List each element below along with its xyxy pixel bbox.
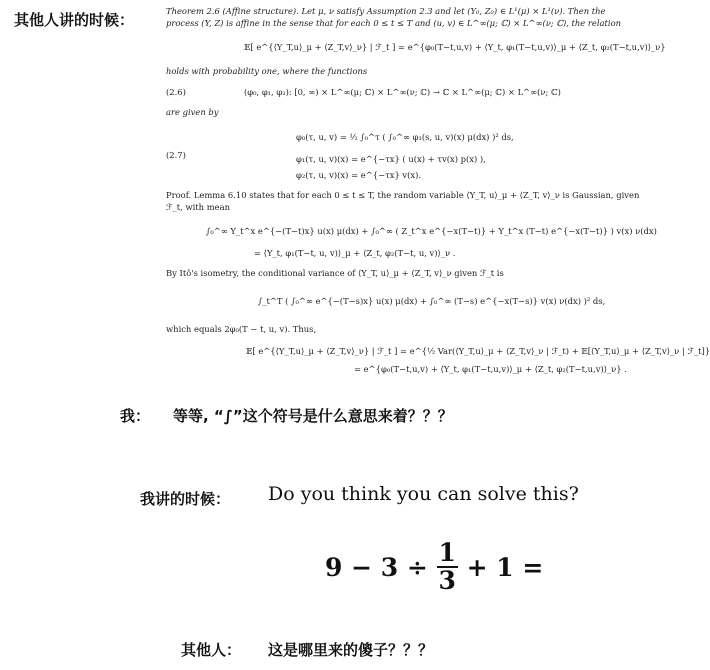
paper-equation-26: (φ₀, φ₁, φ₂): [0, ∞) × L^∞(μ; ℂ) × L^∞(ν; ℂ) → ℂ × L^∞(μ; ℂ) × L^∞(ν; ℂ) (244, 87, 561, 97)
math-fraction-denominator: 3 (438, 566, 456, 596)
question-text: Do you think you can solve this? (268, 483, 579, 505)
math-fraction (437, 540, 458, 595)
paper-text-holds: holds with probability one, where the functions (166, 66, 368, 76)
label-me-talking: 我讲的时候： (140, 490, 231, 508)
paper-equation-1: 𝔼[ e^{⟨Y_T,u⟩_μ + ⟨Z_T,v⟩_ν} | ℱ_t ] = e^{φ₀(T−t,u,v) + ⟨Y_t, φ₁(T−t,u,v)⟩_μ + ⟨Z_t, φ₂(T−t,u,v)⟩_ν} (244, 42, 666, 52)
paper-equation-27b: φ₁(τ, u, v)(x) = e^{−τx} ( u(x) + τv(x) p(x) ), (296, 154, 486, 164)
paper-equation-variance: ∫_t^T ( ∫₀^∞ e^{−(T−s)x} u(x) μ(dx) + ∫₀^∞ (T−s) e^{−x(T−s)} v(x) ν(dx) )² ds, (258, 296, 606, 306)
label-me-question: 等等, “∫”这个符号是什么意思来着？？？ (173, 407, 453, 425)
label-others-talking: 其他人讲的时候： (14, 11, 135, 29)
paper-ito-line: By Itô's isometry, the conditional variance of ⟨Y_T, u⟩_μ + ⟨Z_T, v⟩_ν given ℱ_t is (166, 268, 504, 278)
math-left: 9 − 3 ÷ (325, 552, 428, 582)
math-fraction-numerator: 1 (438, 538, 456, 567)
paper-equation-mean-a: ∫₀^∞ Y_t^x e^{−(T−t)x} u(x) μ(dx) + ∫₀^∞ ( Z_t^x e^{−x(T−t)} + Y_t^x (T−t) e^{−x(T−t)} ) v(x) ν(dx) (206, 226, 657, 236)
paper-equation-27c: φ₂(τ, u, v)(x) = e^{−τx} v(x). (296, 170, 422, 180)
paper-eq-number-27: (2.7) (166, 150, 186, 160)
paper-equation-27a: φ₀(τ, u, v) = ½ ∫₀^τ ( ∫₀^∞ φ₁(s, u, v)(x) μ(dx) )² ds, (296, 132, 514, 142)
paper-theorem-line-1: Theorem 2.6 (Affine structure). Let μ, ν satisfy Assumption 2.3 and let (Y₀, Z₀) ∈ L¹(μ) × L¹(ν). Then the (166, 6, 606, 16)
paper-equation-mean-b: = ⟨Y_t, φ₁(T−t, u, v)⟩_μ + ⟨Z_t, φ₂(T−t, u, v)⟩_ν . (254, 248, 456, 258)
paper-theorem-line-2: process (Y, Z) is affine in the sense that for each 0 ≤ t ≤ T and (u, v) ∈ L^∞(μ; ℂ) × L^∞(ν; ℂ), the relation (166, 18, 622, 28)
paper-which-equals: which equals 2φ₀(T − t, u, v). Thus, (166, 324, 317, 334)
math-right: + 1 = (466, 552, 544, 582)
label-me-prefix: 我： (120, 407, 151, 425)
label-others-reply-prefix: 其他人： (181, 641, 242, 659)
paper-equation-final-b: = e^{φ₀(T−t,u,v) + ⟨Y_t, φ₁(T−t,u,v)⟩_μ + ⟨Z_t, φ₂(T−t,u,v)⟩_ν} . (354, 364, 627, 374)
math-expression (325, 540, 543, 595)
math-paper-excerpt (166, 4, 710, 376)
paper-text-given-by: are given by (166, 107, 219, 117)
label-others-reply: 这是哪里来的傻子？？？ (268, 641, 434, 659)
paper-proof-line-2: ℱ_t, with mean (166, 202, 231, 212)
paper-equation-final-a: 𝔼[ e^{⟨Y_T,u⟩_μ + ⟨Z_T,v⟩_ν} | ℱ_t ] = e^{½ Var(⟨Y_T,u⟩_μ + ⟨Z_T,v⟩_ν | ℱ_t) + 𝔼[⟨Y_T,u⟩_μ + ⟨Z_T,v⟩_ν | ℱ_t]} (246, 346, 710, 356)
paper-eq-number-26: (2.6) (166, 87, 186, 97)
paper-proof-line-1: Proof. Lemma 6.10 states that for each 0 ≤ t ≤ T, the random variable ⟨Y_T, u⟩_μ + ⟨Z_T, v⟩_ν is Gaussian, given (166, 190, 640, 200)
